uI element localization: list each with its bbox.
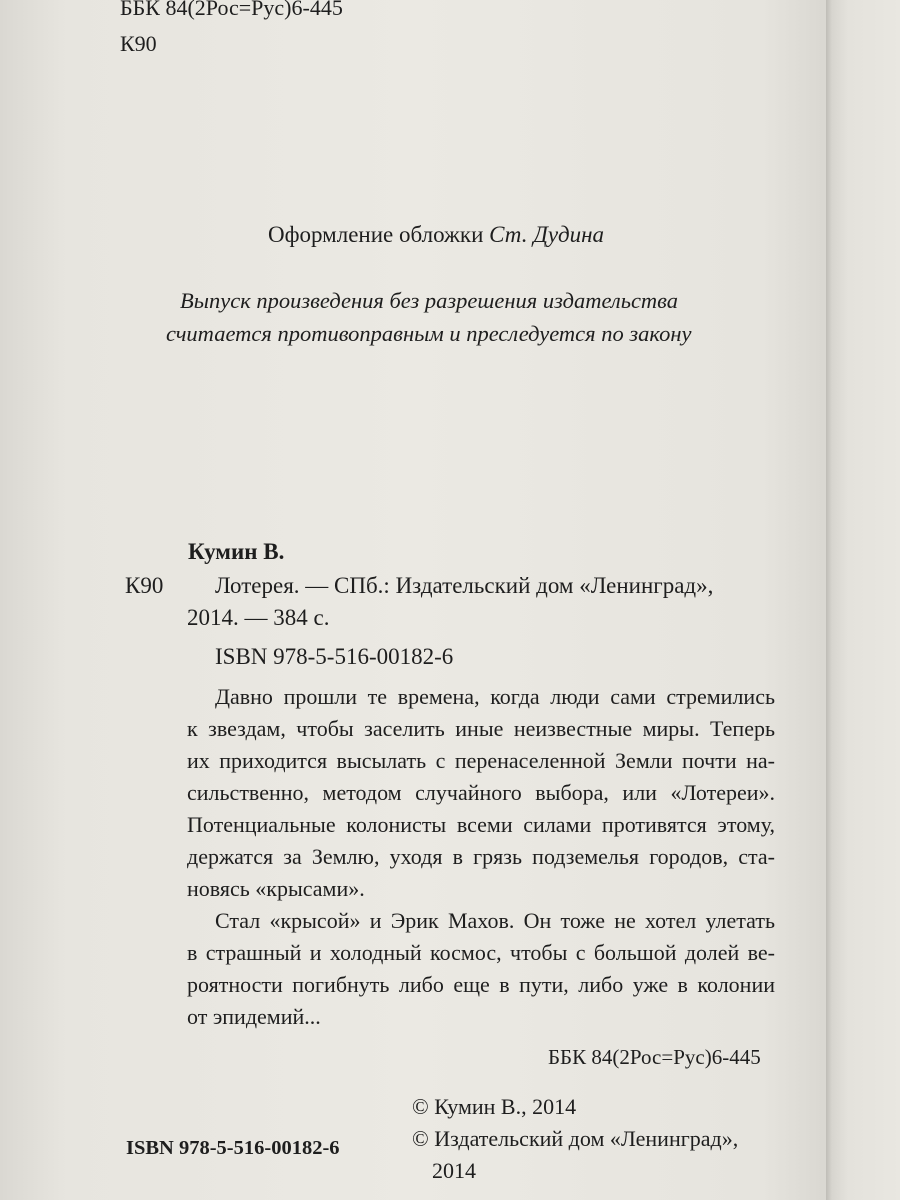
annotation-line-3: их приходится высылать с перенаселенной Земли почти на-	[187, 748, 775, 773]
annotation-line-4: сильственно, методом случайного выбора, или «Лотереи».	[187, 780, 775, 805]
footer-copyright-year: 2014	[432, 1158, 476, 1183]
catalog-title-line-2: 2014. — 384 с.	[187, 605, 330, 630]
footer-bbk: ББК 84(2Рос=Рус)6-445	[548, 1045, 761, 1069]
header-code: К90	[120, 31, 157, 56]
notice-line-1: Выпуск произведения без разрешения издательства	[180, 288, 679, 313]
annotation-line-1: Давно прошли те времена, когда люди сами стремились	[215, 684, 775, 709]
annotation-line-6: держатся за Землю, уходя в грязь подземелья городов, ста-	[187, 844, 775, 869]
footer-copyright-publisher: © Издательский дом «Ленинград»,	[412, 1126, 739, 1151]
annotation-line-7: новясь «крысами».	[187, 876, 365, 901]
cover-credit-label: Оформление обложки	[268, 222, 490, 247]
annotation-line-5: Потенциальные колонисты всеми силами противятся этому,	[187, 812, 775, 837]
catalog-code: К90	[125, 573, 164, 598]
cover-credit	[268, 223, 604, 246]
notice-line-2: считается противоправным и преследуется по закону	[166, 321, 692, 346]
page-edge	[826, 0, 900, 1200]
annotation-line-10: роятности погибнуть либо еще в пути, либо уже в колонии	[187, 972, 775, 997]
footer-isbn: ISBN 978-5-516-00182-6	[126, 1137, 340, 1159]
annotation-line-9: в страшный и холодный космос, чтобы с большой долей ве-	[187, 940, 775, 965]
catalog-title-line-1: Лотерея. — СПб.: Издательский дом «Ленинград»,	[215, 573, 714, 598]
footer-copyright-author: © Кумин В., 2014	[412, 1094, 577, 1119]
catalog-author: Кумин В.	[188, 539, 285, 564]
header-bbk: ББК 84(2Рос=Рус)6-445	[120, 0, 343, 20]
annotation-line-8: Стал «крысой» и Эрик Махов. Он тоже не хотел улетать	[215, 908, 775, 933]
cover-designer: Ст. Дудина	[489, 222, 605, 247]
annotation-line-11: от эпидемий...	[187, 1004, 321, 1029]
catalog-isbn: ISBN 978-5-516-00182-6	[215, 644, 454, 669]
annotation-line-2: к звездам, чтобы заселить иные неизвестные миры. Теперь	[187, 716, 775, 741]
